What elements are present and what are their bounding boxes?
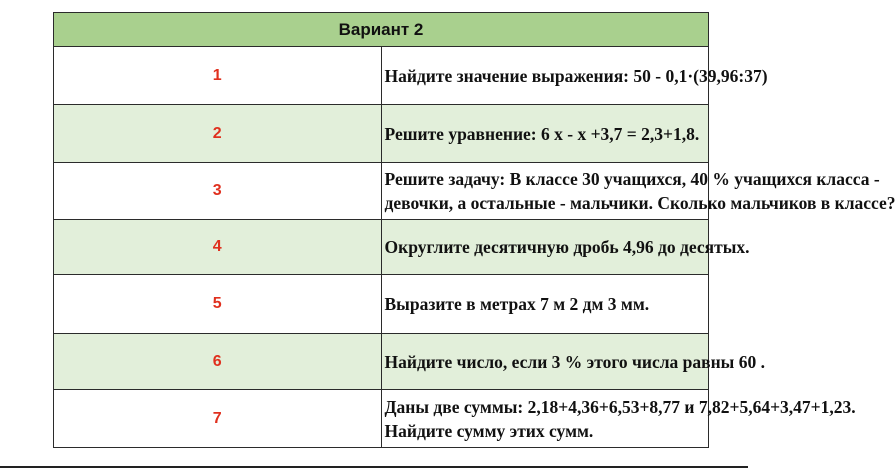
task-number: 1 [54, 47, 382, 105]
task-number: 7 [54, 390, 382, 448]
table-row [54, 220, 709, 275]
task-number: 3 [54, 163, 382, 220]
table-row [54, 334, 709, 390]
task-text [381, 390, 856, 448]
task-line: Даны две суммы: 2,18+4,36+6,53+8,77 и 7,82+5,64+3,47+1,23. [384, 396, 856, 417]
task-line: Найдите сумму этих сумм. [384, 420, 594, 441]
task-table [53, 12, 896, 448]
table-row [54, 47, 709, 105]
task-number: 6 [54, 334, 382, 390]
task-line: Найдите значение выражения: 50 - 0,1·(39,96:37) [384, 65, 768, 86]
task-number: 5 [54, 275, 382, 334]
table-row [54, 105, 709, 163]
task-line: Найдите число, если 3 % этого числа равны 60 . [384, 351, 765, 372]
task-line: девочки, а остальные - мальчики. Сколько мальчиков в классе? [384, 193, 896, 213]
table-row [54, 275, 709, 334]
task-line: Округлите десятичную дробь 4,96 до десятых. [384, 237, 750, 257]
variant-title: Вариант 2 [54, 13, 709, 47]
header-row [54, 13, 709, 47]
task-number: 4 [54, 220, 382, 275]
task-line: Решите задачу: В классе 30 учащихся, 40 % учащихся класса - [384, 169, 880, 189]
task-text [381, 47, 768, 105]
bottom-divider [0, 466, 748, 468]
task-text [381, 220, 750, 275]
table-row [54, 163, 709, 220]
task-line: Решите уравнение: 6 x - x +3,7 = 2,3+1,8. [384, 123, 700, 144]
task-text [381, 105, 709, 163]
table-row [54, 390, 709, 448]
task-text [381, 275, 709, 334]
task-text [381, 334, 765, 390]
task-number: 2 [54, 105, 382, 163]
task-text [381, 163, 896, 220]
task-line: Выразите в метрах 7 м 2 дм 3 мм. [384, 294, 650, 314]
